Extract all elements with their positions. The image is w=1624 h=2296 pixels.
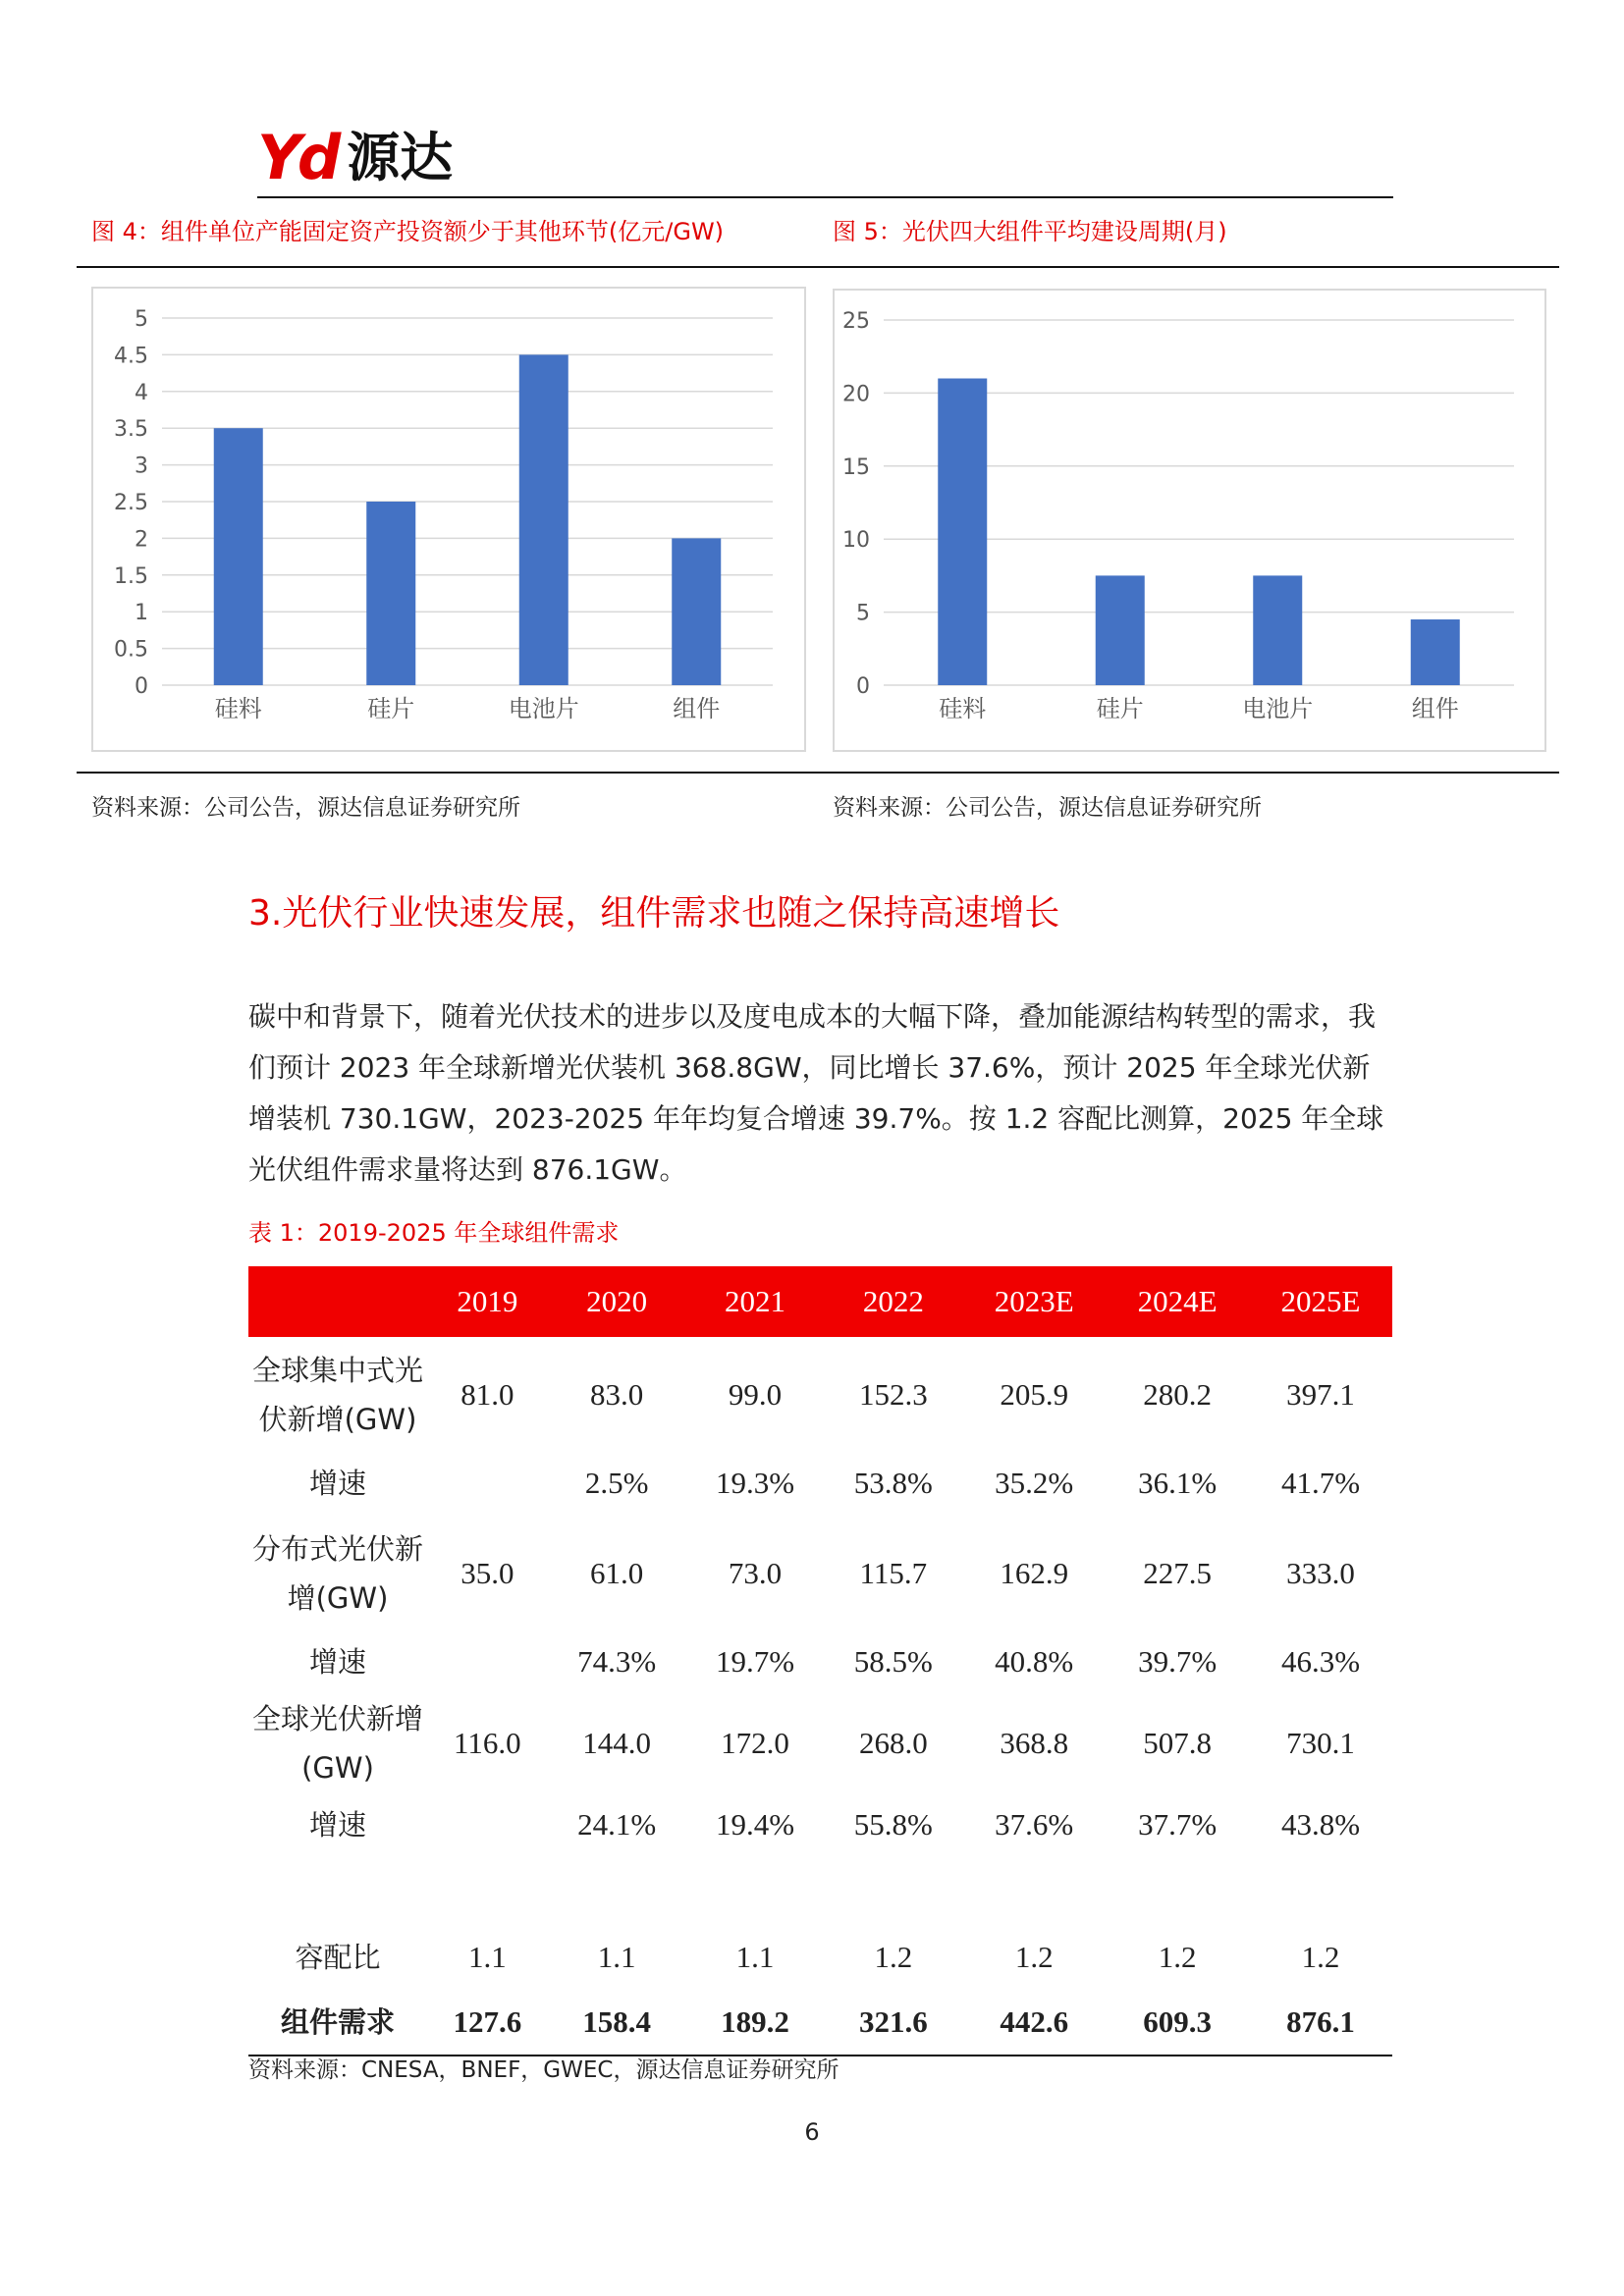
header-divider [257, 196, 1393, 198]
y-tick-label: 20 [842, 382, 870, 407]
figure-5-chart [833, 289, 1546, 752]
table-cell: 333.0 [1286, 1556, 1355, 1590]
x-category-label: 硅料 [939, 695, 987, 722]
page-number: 6 [804, 2118, 820, 2146]
table-cell: 19.3% [715, 1466, 795, 1500]
table-cell [427, 1792, 548, 1857]
table-source: 资料来源：CNESA，BNEF，GWEC，源达信息证券研究所 [248, 2057, 839, 2083]
table-cell: 268.0 [858, 1726, 928, 1760]
y-tick-label: 25 [842, 309, 870, 334]
table-header-cell: 2019 [427, 1266, 548, 1337]
table-cell: 158.4 [548, 1989, 686, 2056]
table-cell: 41.7% [1280, 1466, 1361, 1500]
bar [1411, 619, 1460, 685]
bar [214, 428, 263, 685]
table-cell: 172.0 [721, 1726, 789, 1760]
y-tick-label: 10 [842, 528, 870, 554]
table-cell: 876.1 [1249, 1989, 1392, 2056]
table-cell: 227.5 [1143, 1556, 1212, 1590]
table-cell: 53.8% [853, 1466, 933, 1500]
table-cell: 152.3 [858, 1377, 928, 1412]
data-table [248, 1266, 1392, 2056]
row-label: 增速 [308, 1467, 366, 1500]
body-paragraph: 碳中和背景下，随着光伏技术的进步以及度电成本的大幅下降，叠加能源结构转型的需求，我们预计 2023 年全球新增光伏装机 368.8GW，同比增长 37.6%，预计 2025 年全球光伏新增装机 730.1GW，2023-2025 年年均复合增速 39.7%。按 1.2 容配比测算，2025 年全球光伏组件需求量将达到 876.1GW。 [248, 1000, 1384, 1186]
table-caption: 表 1：2019-2025 年全球组件需求 [248, 1219, 620, 1247]
y-tick-label: 0 [856, 674, 870, 699]
table-row [248, 1518, 1392, 1629]
row-label: 组件需求 [248, 1989, 427, 2056]
logo [257, 124, 453, 192]
table-row [248, 1792, 1392, 1857]
table-cell: 280.2 [1143, 1377, 1212, 1412]
x-category-label: 组件 [1411, 695, 1459, 722]
table-cell: 35.0 [460, 1556, 514, 1590]
table-cell: 37.7% [1138, 1807, 1218, 1842]
table-cell: 58.5% [853, 1644, 933, 1679]
figure-5-caption: 图 5：光伏四大组件平均建设周期(月) [833, 218, 1227, 245]
table-cell: 442.6 [962, 1989, 1106, 2056]
table-cell: 46.3% [1280, 1644, 1361, 1679]
table-cell: 368.8 [1000, 1726, 1069, 1760]
table-cell [427, 1449, 548, 1518]
row-label: 容配比 [295, 1941, 381, 1974]
logo-mark: Yd [257, 122, 338, 193]
y-tick-label: 0 [135, 674, 148, 699]
table-cell: 609.3 [1106, 1989, 1249, 2056]
row-label: 增速 [308, 1808, 366, 1842]
table-row [248, 1926, 1392, 1989]
table-cell: 1.2 [1158, 1940, 1197, 1974]
table-spacer-cell [248, 1857, 1392, 1926]
bar [519, 354, 568, 685]
bar [938, 379, 987, 685]
y-tick-label: 3.5 [114, 417, 148, 443]
table-cell: 162.9 [1000, 1556, 1069, 1590]
table-row [248, 1629, 1392, 1694]
table-header-cell: 2023E [962, 1266, 1106, 1337]
table-cell: 189.2 [686, 1989, 825, 2056]
x-category-label: 电池片 [508, 695, 579, 722]
table-row [248, 1337, 1392, 1449]
table-cell: 2.5% [584, 1466, 649, 1500]
table-cell: 1.2 [874, 1940, 913, 1974]
table-cell: 40.8% [995, 1644, 1074, 1679]
table-cell: 81.0 [460, 1377, 514, 1412]
table-cell: 205.9 [1000, 1377, 1069, 1412]
table-cell: 19.7% [715, 1644, 795, 1679]
figure-5-source: 资料来源：公司公告，源达信息证券研究所 [833, 795, 1262, 821]
logo-name: 源达 [347, 127, 454, 188]
figure-top-divider [77, 266, 1559, 268]
table-cell: 73.0 [728, 1556, 783, 1590]
table-cell: 1.2 [1014, 1940, 1054, 1974]
table-cell: 1.1 [467, 1940, 507, 1974]
table-header-cell: 2022 [824, 1266, 962, 1337]
table-cell: 37.6% [995, 1807, 1074, 1842]
table-cell: 99.0 [728, 1377, 783, 1412]
table-cell: 397.1 [1286, 1377, 1355, 1412]
table-cell: 74.3% [577, 1644, 657, 1679]
table-header-cell: 2025E [1249, 1266, 1392, 1337]
x-category-label: 硅片 [367, 695, 415, 722]
table-row [248, 1694, 1392, 1792]
table-cell: 321.6 [824, 1989, 962, 2056]
section-heading: 3.光伏行业快速发展，组件需求也随之保持高速增长 [248, 893, 1060, 934]
table-row [248, 1449, 1392, 1518]
table-cell: 19.4% [715, 1807, 795, 1842]
y-tick-label: 4.5 [114, 344, 148, 369]
table-cell: 35.2% [995, 1466, 1074, 1500]
table-cell: 115.7 [859, 1556, 928, 1590]
bar [366, 502, 415, 685]
y-tick-label: 5 [135, 307, 148, 332]
figure-4-plot [93, 289, 804, 750]
bar [672, 538, 721, 685]
figure-4-caption: 图 4：组件单位产能固定资产投资额少于其他环节(亿元/GW) [91, 218, 725, 245]
table-cell: 61.0 [589, 1556, 644, 1590]
table-cell: 730.1 [1286, 1726, 1355, 1760]
table-cell: 127.6 [427, 1989, 548, 2056]
table-spacer-row [248, 1857, 1392, 1926]
row-label: 增速 [308, 1645, 366, 1679]
x-category-label: 硅片 [1096, 695, 1144, 722]
y-tick-label: 1.5 [114, 563, 148, 589]
bar [1253, 575, 1302, 685]
table-cell: 43.8% [1280, 1807, 1361, 1842]
figure-bottom-divider [77, 772, 1559, 774]
table-cell [427, 1629, 548, 1694]
table-cell: 36.1% [1138, 1466, 1218, 1500]
y-tick-label: 2 [135, 527, 148, 553]
table-header-row [248, 1266, 1392, 1337]
table-cell: 144.0 [582, 1726, 651, 1760]
y-tick-label: 2.5 [114, 491, 148, 515]
figure-4-source: 资料来源：公司公告，源达信息证券研究所 [91, 795, 520, 821]
row-label: 全球集中式光伏新增(GW) [251, 1354, 423, 1436]
table-header-cell: 2020 [548, 1266, 686, 1337]
table-cell: 507.8 [1143, 1726, 1212, 1760]
table-cell: 1.1 [735, 1940, 775, 1974]
row-label: 分布式光伏新增(GW) [251, 1532, 423, 1615]
table-cell: 1.2 [1301, 1940, 1340, 1974]
table-cell: 116.0 [454, 1726, 521, 1760]
table-header-cell: 2024E [1106, 1266, 1249, 1337]
y-tick-label: 1 [135, 601, 148, 626]
y-tick-label: 15 [842, 454, 870, 480]
x-category-label: 组件 [673, 695, 721, 722]
table-row [248, 1989, 1392, 2056]
table-cell: 83.0 [589, 1377, 644, 1412]
y-tick-label: 0.5 [114, 637, 148, 663]
x-category-label: 电池片 [1242, 695, 1314, 722]
bar [1096, 575, 1145, 685]
table-cell: 1.1 [597, 1940, 636, 1974]
y-tick-label: 3 [135, 454, 148, 479]
table-header-cell [248, 1266, 427, 1337]
figure-4-chart [91, 287, 806, 752]
table-cell: 24.1% [577, 1807, 657, 1842]
table-cell: 55.8% [853, 1807, 933, 1842]
table-header-cell: 2021 [686, 1266, 825, 1337]
x-category-label: 硅料 [214, 695, 262, 722]
row-label: 全球光伏新增(GW) [251, 1702, 423, 1785]
figure-5-plot [835, 291, 1544, 750]
y-tick-label: 4 [135, 380, 148, 405]
y-tick-label: 5 [856, 601, 870, 626]
table-cell: 39.7% [1138, 1644, 1218, 1679]
